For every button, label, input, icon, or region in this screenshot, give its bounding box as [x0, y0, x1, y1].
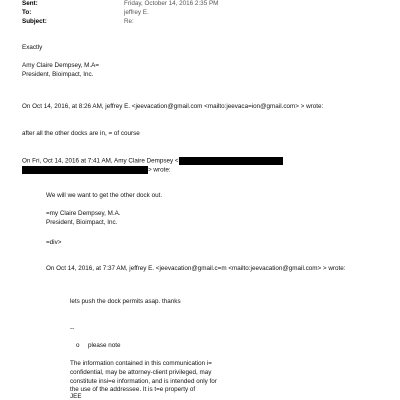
disclaimer-line-2: confidential, may be attorney-client privileged, may [70, 369, 212, 376]
redaction-block [22, 166, 148, 174]
reply-text: Exactly [22, 44, 43, 51]
quote1-text: after all the other docks are in, = of course [22, 130, 140, 137]
signature-title: President, Bioimpact, Inc. [22, 71, 94, 78]
ellipsis: -- [70, 325, 75, 332]
sent-value: Friday, October 14, 2016 2:35 PM [124, 0, 219, 7]
redaction-block [179, 157, 283, 165]
disclaimer-line-1: The information contained in this communication i= [70, 360, 212, 367]
quote2-text: We will we want to get the other dock out. [46, 192, 163, 199]
quote2-signature-name: =my Claire Dempsey, M.A. [46, 210, 121, 217]
disclaimer-line-5: JEE [70, 393, 82, 400]
quote3-header: On Oct 14, 2016, at 7:37 AM, jeffrey E. <jeevacation@gmail.c=m <mailto:jeevacation@gmail.com> > wrote: [46, 265, 346, 272]
subject-value: Re: [124, 18, 134, 25]
to-label: To: [22, 9, 32, 16]
div-tag: =div> [46, 239, 62, 246]
disclaimer-line-3: constitute insi=e information, and is intended only for [70, 378, 217, 385]
subject-label: Subject: [22, 18, 47, 25]
bullet-icon: o [76, 342, 80, 349]
quote1-header: On Oct 14, 2016, at 8:26 AM, jeffrey E. <jeevacation@gmail.com <mailto:jeevaca=ion@gmail.com> > wrote: [22, 103, 324, 110]
disclaimer-line-4: the use of the addressee. It is t=e property of [70, 386, 196, 393]
quote2-header-end: > wrote: [22, 166, 171, 175]
sent-label: Sent: [22, 0, 38, 7]
quote3-text: lets push the dock permits asap. thanks [70, 298, 181, 305]
quote2-header-start: On Fri, Oct 14, 2016 at 7:41 AM, Amy Claire Dempsey < [22, 157, 283, 166]
signature-name: Amy Claire Dempsey, M.A= [22, 62, 100, 69]
to-value: jeffrey E. [124, 9, 149, 16]
please-note: please note [88, 342, 121, 349]
quote2-signature-title: President, Bioimpact, Inc. [46, 219, 118, 226]
